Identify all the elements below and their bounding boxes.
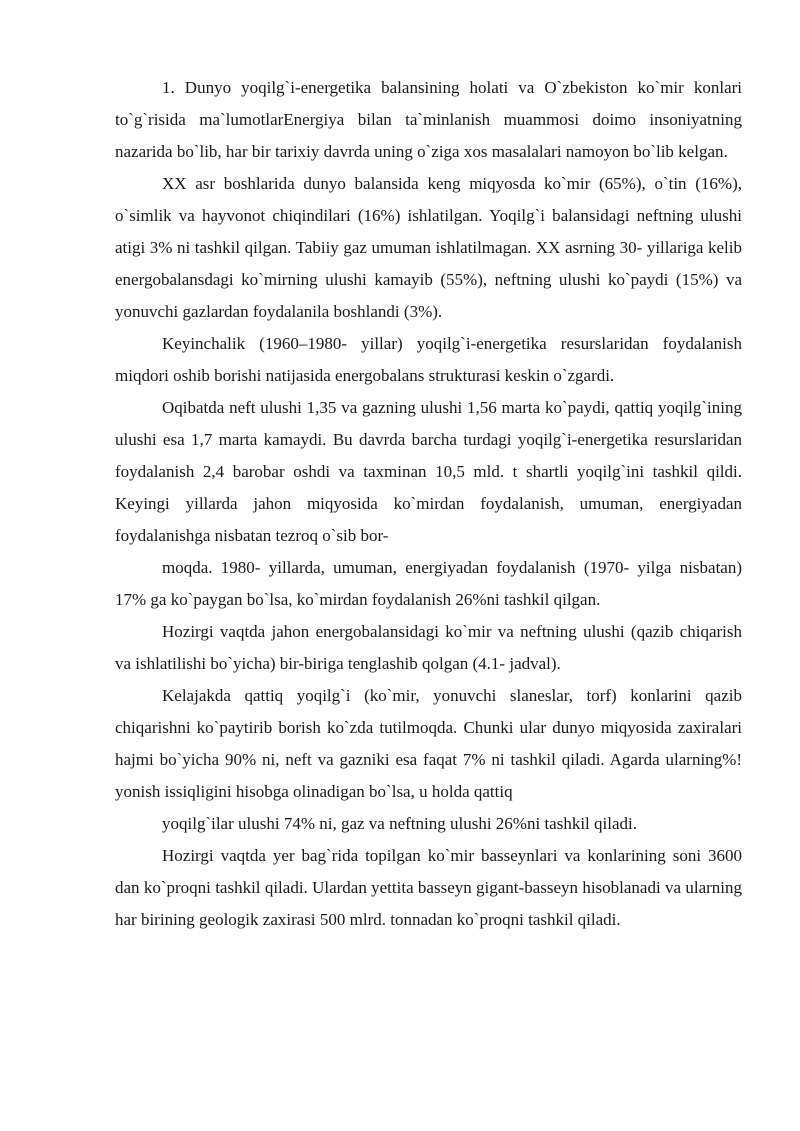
paragraph-8: yoqilg`ilar ulushi 74% ni, gaz va neftning ulushi 26%ni tashkil qiladi. bbox=[162, 814, 637, 833]
paragraph-5: moqda. 1980- yillarda, umuman, energiyadan foydalanish (1970- yilga nisbatan) 17% ga ko`paygan bo`lsa, ko`mirdan foydalanish 26%ni tashkil qilgan. bbox=[115, 558, 742, 609]
paragraph-2: XX asr boshlarida dunyo balansida keng miqyosda ko`mir (65%), o`tin (16%), o`simlik va hayvonot chiqindilari (16%) ishlatilgan. Yoqilg`i balansidagi neftning ulushi atigi 3% ni tashkil qilgan. Tabiiy gaz umuman ishlatilmagan. XX asrning 30- yillariga kelib energobalansdagi ko`mirning ulushi kamayib (55%), neftning ulushi ko`paydi (15%) va yonuvchi gazlardan foydalanila boshlandi (3%). bbox=[115, 174, 742, 321]
paragraph-6: Hozirgi vaqtda jahon energobalansidagi ko`mir va neftning ulushi (qazib chiqarish va ishlatilishi bo`yicha) bir-biriga tenglashib qolgan (4.1- jadval). bbox=[115, 622, 742, 673]
document-body bbox=[115, 72, 742, 936]
paragraph-3: Keyinchalik (1960–1980- yillar) yoqilg`i-energetika resurslaridan foydalanish miqdori oshib borishi natijasida energobalans strukturasi keskin o`zgardi. bbox=[115, 334, 742, 385]
paragraph-9: Hozirgi vaqtda yer bag`rida topilgan ko`mir basseynlari va konlarining soni 3600 dan ko`proqni tashkil qiladi. Ulardan yettita basseyn gigant-basseyn hisoblanadi va ularning har birining geologik zaxirasi 500 mlrd. tonnadan ko`proqni tashkil qiladi. bbox=[115, 846, 742, 929]
paragraph-1: 1. Dunyo yoqilg`i-energetika balansining holati va O`zbekiston ko`mir konlari to`g`risida ma`lumotlarEnergiya bilan ta`minlanish muammosi doimo insoniyatning nazarida bo`lib, har bir tarixiy davrda uning o`ziga xos masalalari namoyon bo`lib kelgan. bbox=[115, 78, 742, 161]
paragraph-7: Kelajakda qattiq yoqilg`i (ko`mir, yonuvchi slaneslar, torf) konlarini qazib chiqarishni ko`paytirib borish ko`zda tutilmoqda. Chunki ular dunyo miqyosida zaxiralari hajmi bo`yicha 90% ni, neft va gazniki esa faqat 7% ni tashkil qiladi. Agarda ularning%! yonish issiqligini hisobga olinadigan bo`lsa, u holda qattiq bbox=[115, 686, 742, 801]
paragraph-4: Oqibatda neft ulushi 1,35 va gazning ulushi 1,56 marta ko`paydi, qattiq yoqilg`ining ulushi esa 1,7 marta kamaydi. Bu davrda barcha turdagi yoqilg`i-energetika resurslaridan foydalanish 2,4 barobar oshdi va taxminan 10,5 mld. t shartli yoqilg`ini tashkil qildi. Keyingi yillarda jahon miqyosida ko`mirdan foydalanish, umuman, energiyadan foydalanishga nisbatan tezroq o`sib bor- bbox=[115, 398, 742, 545]
